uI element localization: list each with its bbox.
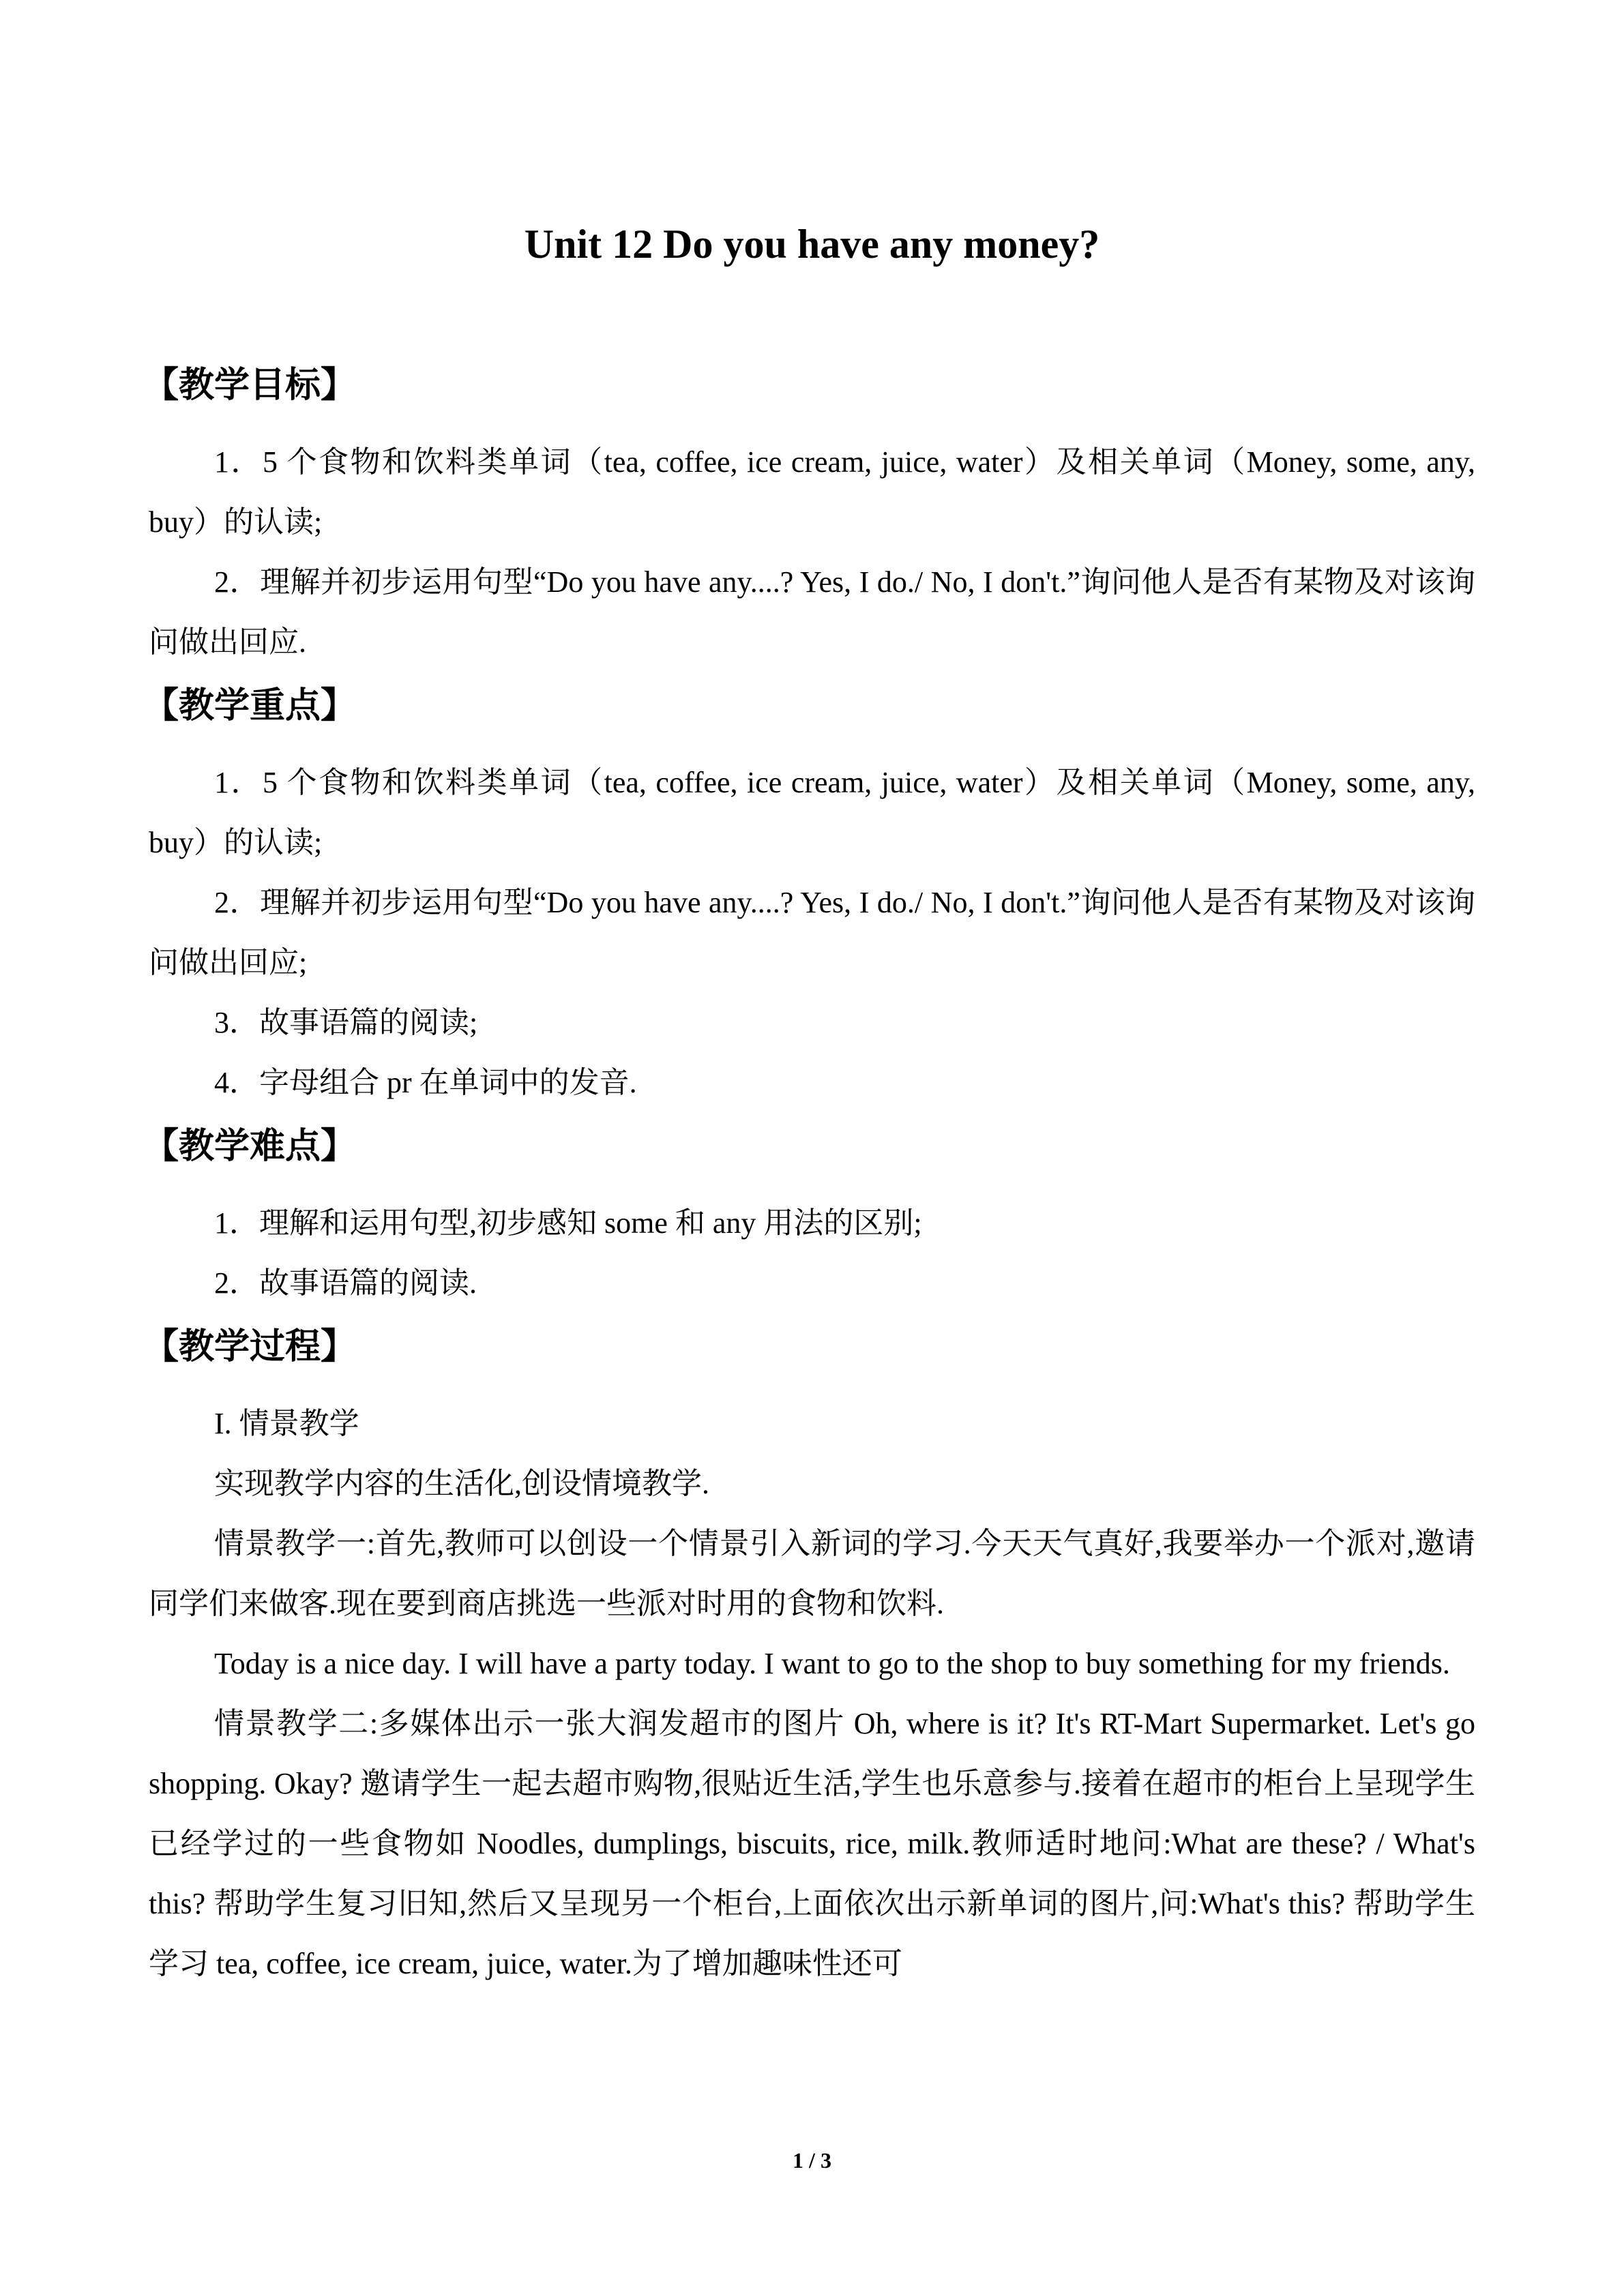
paragraph: 2．理解并初步运用句型“Do you have any....? Yes, I do./ No, I don't.”询问他人是否有某物及对该询问做出回应. — [149, 565, 1475, 659]
document-title: Unit 12 Do you have any money? — [524, 222, 1100, 267]
paragraph: 2．故事语篇的阅读. — [214, 1266, 477, 1300]
paragraph: 情景教学二:多媒体出示一张大润发超市的图片 Oh, where is it? It's RT-Mart Supermarket. Let's go shopping. Okay? 邀请学生一起去超市购物,很贴近生活,学生也乐意参与.接着在超市的柜台上呈现学生已经学过的一些食物如 Noodles, dumplings, biscuits, rice, milk.教师适时地问:What are these? / What's this? 帮助学生复习旧知,然后又呈现另一个柜台,上面依次出示新单词的图片,问:What's this? 帮助学生学习 tea, coffee, ice cream, juice, water.为了增加趣味性还可 — [149, 1707, 1475, 1980]
paragraph: 4．字母组合 pr 在单词中的发音. — [214, 1066, 637, 1099]
section-heading-key-points: 【教学重点】 — [143, 685, 357, 726]
paragraph: 2．理解并初步运用句型“Do you have any....? Yes, I do./ No, I don't.”询问他人是否有某物及对该询问做出回应; — [149, 886, 1475, 979]
section-heading-objectives: 【教学目标】 — [143, 365, 357, 406]
paragraph: I. 情景教学 — [214, 1407, 359, 1440]
paragraph: 1．5 个食物和饮料类单词（tea, coffee, ice cream, juice, water）及相关单词（Money, some, any, buy）的认读; — [149, 445, 1475, 539]
section-heading-difficulties: 【教学难点】 — [143, 1126, 357, 1167]
paragraph: Today is a nice day. I will have a party today. I want to go to the shop to buy something for my friends. — [214, 1647, 1450, 1680]
page-number: 1 / 3 — [793, 2148, 831, 2173]
paragraph: 实现教学内容的生活化,创设情境教学. — [214, 1467, 709, 1500]
paragraph: 情景教学一:首先,教师可以创设一个情景引入新词的学习.今天天气真好,我要举办一个派对,邀请同学们来做客.现在要到商店挑选一些派对时用的食物和饮料. — [149, 1527, 1475, 1620]
paragraph: 3．故事语篇的阅读; — [214, 1006, 478, 1039]
paragraph: 1．理解和运用句型,初步感知 some 和 any 用法的区别; — [214, 1206, 922, 1240]
document-body — [143, 355, 1475, 1994]
paragraph: 1．5 个食物和饮料类单词（tea, coffee, ice cream, juice, water）及相关单词（Money, some, any, buy）的认读; — [149, 766, 1475, 859]
section-heading-process: 【教学过程】 — [143, 1326, 357, 1367]
